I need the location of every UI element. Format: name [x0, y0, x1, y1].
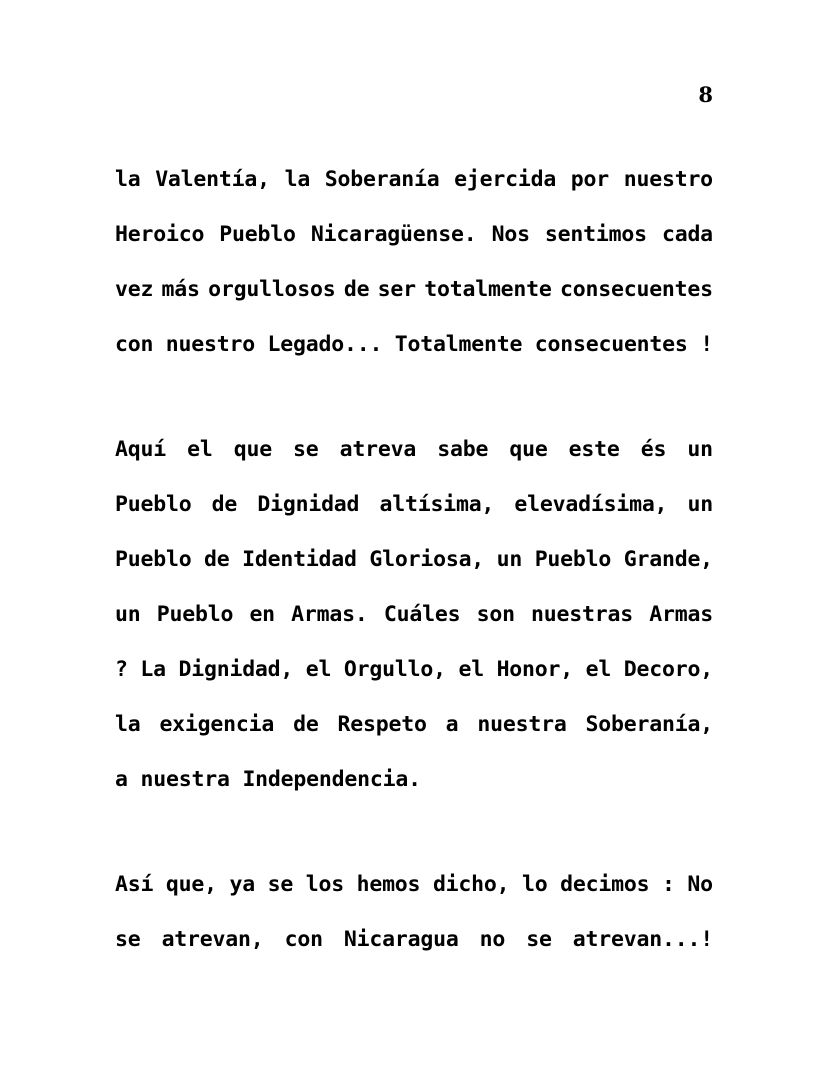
- page-number: 8: [698, 82, 713, 107]
- text-line: [115, 642, 713, 697]
- text-word: atrevan,: [161, 927, 264, 952]
- text-word: hemos: [356, 872, 421, 897]
- text-word: Así: [115, 872, 154, 897]
- text-word: consecuentes: [559, 277, 713, 302]
- text-word: La: [140, 657, 166, 682]
- text-word: Respeto: [337, 712, 427, 737]
- text-word: Legado...: [267, 332, 383, 357]
- text-word: atreva: [339, 437, 417, 462]
- text-word: Pueblo: [115, 492, 192, 517]
- text-line: [115, 587, 713, 642]
- text-word: Identidad: [242, 547, 357, 572]
- text-word: a nuestra Independencia.: [115, 767, 421, 792]
- text-word: decimos: [560, 872, 650, 897]
- text-line: [115, 857, 713, 912]
- paragraph: [115, 857, 713, 967]
- text-line: [115, 697, 713, 752]
- text-word: se: [526, 927, 552, 952]
- text-word: !: [700, 332, 713, 357]
- text-word: ser: [377, 277, 416, 302]
- text-word: Armas: [649, 602, 713, 627]
- text-word: Pueblo: [156, 602, 234, 627]
- paragraph: [115, 152, 713, 372]
- text-word: se: [267, 872, 294, 897]
- text-word: ya: [229, 872, 255, 897]
- text-word: el: [458, 657, 484, 682]
- text-word: se: [115, 927, 141, 952]
- text-word: nuestro: [165, 332, 255, 357]
- text-word: que: [509, 437, 548, 462]
- text-word: elevadísima,: [514, 492, 668, 517]
- text-word: se: [293, 437, 319, 462]
- text-word: lo: [522, 872, 548, 897]
- text-word: Aquí: [115, 437, 166, 462]
- text-word: sabe: [437, 437, 489, 462]
- text-word: de: [204, 547, 230, 572]
- text-word: Nos: [491, 222, 530, 247]
- text-word: de: [211, 492, 238, 517]
- text-word: por: [570, 167, 610, 192]
- text-word: Pueblo: [115, 547, 192, 572]
- text-word: Decoro,: [623, 657, 713, 682]
- text-word: de: [293, 712, 319, 737]
- text-word: este: [568, 437, 620, 462]
- text-word: Honor,: [496, 657, 574, 682]
- text-word: consecuentes: [534, 332, 688, 357]
- text-word: no: [479, 927, 506, 952]
- text-word: la: [284, 167, 311, 192]
- text-word: vez: [115, 277, 154, 302]
- text-word: Cuáles: [383, 602, 461, 627]
- text-word: un: [115, 602, 141, 627]
- text-line: [115, 317, 713, 372]
- text-word: Heroico: [115, 222, 205, 247]
- text-word: totalmente: [424, 277, 552, 302]
- text-word: No: [687, 872, 713, 897]
- text-word: Pueblo: [219, 222, 296, 247]
- text-line: [115, 752, 713, 807]
- text-word: son: [476, 602, 515, 627]
- text-word: la: [115, 167, 141, 192]
- text-word: un: [687, 492, 713, 517]
- text-word: el: [187, 437, 213, 462]
- text-word: Armas.: [291, 602, 368, 627]
- text-word: Grande,: [623, 547, 713, 572]
- text-word: que: [233, 437, 272, 462]
- text-line: [115, 152, 713, 207]
- text-line: [115, 207, 713, 262]
- text-word: de: [343, 277, 370, 302]
- text-word: en: [249, 602, 275, 627]
- text-word: ?: [115, 657, 128, 682]
- text-word: Gloriosa,: [369, 547, 485, 572]
- text-word: Nicaragua: [343, 927, 459, 952]
- text-word: que,: [165, 872, 217, 897]
- text-word: sentimos: [544, 222, 647, 247]
- text-word: :: [662, 872, 675, 897]
- text-word: con: [115, 332, 154, 357]
- text-word: los: [305, 872, 344, 897]
- text-word: el: [585, 657, 612, 682]
- text-word: ejercida: [454, 167, 557, 192]
- text-word: altísima,: [379, 492, 495, 517]
- text-word: Soberanía: [324, 167, 440, 192]
- text-word: Pueblo: [534, 547, 612, 572]
- text-word: nuestras: [531, 602, 633, 627]
- text-word: exigencia: [159, 712, 275, 737]
- text-word: a: [445, 712, 459, 737]
- text-word: Nicaragüense.: [310, 222, 477, 247]
- text-word: nuestro: [623, 167, 713, 192]
- text-word: un: [687, 437, 713, 462]
- text-word: atrevan...!: [572, 927, 713, 952]
- paragraph: [115, 422, 713, 807]
- text-line: [115, 422, 713, 477]
- text-word: nuestra: [477, 712, 567, 737]
- text-word: Valentía,: [155, 167, 270, 192]
- text-line: [115, 532, 713, 587]
- text-word: Soberanía,: [585, 712, 713, 737]
- text-word: Orgullo,: [343, 657, 446, 682]
- document-body: [115, 152, 713, 967]
- text-word: la: [115, 712, 141, 737]
- text-word: Totalmente: [394, 332, 523, 357]
- text-word: más: [161, 277, 200, 302]
- text-line: [115, 477, 713, 532]
- text-word: un: [496, 547, 523, 572]
- text-word: és: [640, 437, 667, 462]
- text-line: [115, 262, 713, 317]
- text-word: cada: [661, 222, 713, 247]
- text-line: [115, 912, 713, 967]
- text-word: Dignidad: [257, 492, 360, 517]
- text-word: dicho,: [432, 872, 510, 897]
- text-word: orgullosos: [208, 277, 336, 302]
- text-word: Dignidad,: [178, 657, 294, 682]
- text-word: el: [305, 657, 332, 682]
- text-word: con: [284, 927, 323, 952]
